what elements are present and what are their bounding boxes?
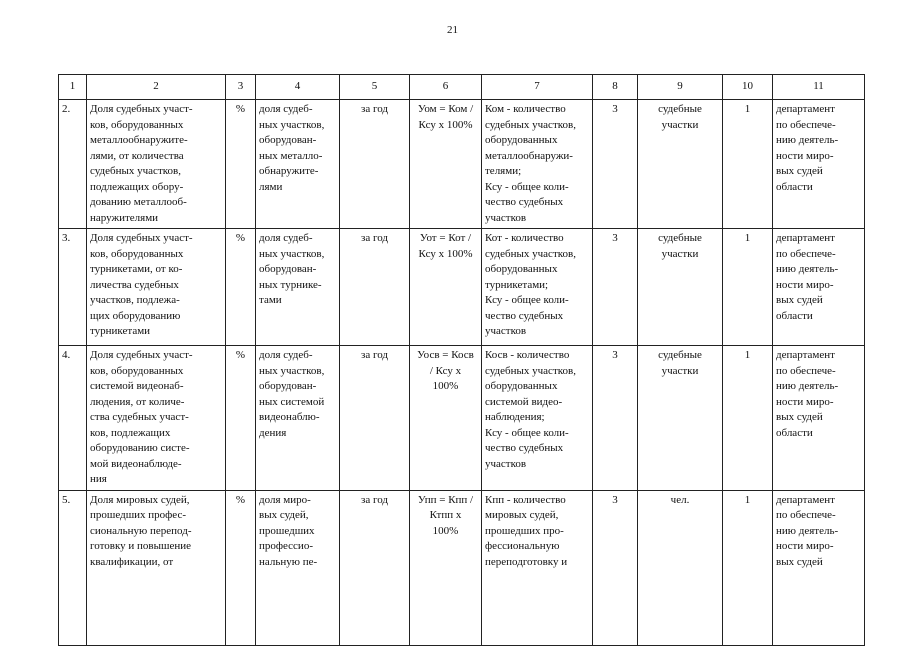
coverage: 1 xyxy=(723,229,773,346)
header-cell: 11 xyxy=(773,75,865,100)
object: судебные участки xyxy=(638,346,723,491)
variables: Ком - количество судебных участков, оборудованных металлообнаружи- телями; Ксу - общее коли- чество судебных участков xyxy=(482,100,593,229)
definition: доля миро- вых судей, прошедших профессио- нальную пе- xyxy=(256,490,340,645)
coverage: 1 xyxy=(723,346,773,491)
row-number: 3. xyxy=(59,229,87,346)
period: за год xyxy=(340,100,410,229)
responsible: департамент по обеспече- нию деятель- ности миро- вых судей области xyxy=(773,229,865,346)
indicator-name: Доля мировых судей, прошедших профес- сиональную перепод- готовку и повышение квалификации, от xyxy=(87,490,226,645)
row-number: 4. xyxy=(59,346,87,491)
unit: % xyxy=(226,100,256,229)
header-cell: 5 xyxy=(340,75,410,100)
header-cell: 2 xyxy=(87,75,226,100)
period: за год xyxy=(340,490,410,645)
indicator-name: Доля судебных участ- ков, оборудованных турникетами, от ко- личества судебных участков, подлежа- щих оборудованию турникетами xyxy=(87,229,226,346)
responsible: департамент по обеспече- нию деятель- ности миро- вых судей области xyxy=(773,100,865,229)
header-cell: 8 xyxy=(593,75,638,100)
table-header-row xyxy=(59,75,865,100)
header-cell: 9 xyxy=(638,75,723,100)
variables: Кпп - количество мировых судей, прошедших про- фессиональную переподготовку и xyxy=(482,490,593,645)
table-row xyxy=(59,346,865,491)
table-row xyxy=(59,490,865,645)
table-row xyxy=(59,229,865,346)
formula: Уосв = Косв / Ксу х 100% xyxy=(410,346,482,491)
object: чел. xyxy=(638,490,723,645)
formula: Уом = Ком / Ксу х 100% xyxy=(410,100,482,229)
row-number: 5. xyxy=(59,490,87,645)
header-cell: 1 xyxy=(59,75,87,100)
object: судебные участки xyxy=(638,100,723,229)
page-number: 21 xyxy=(447,24,458,36)
indicator-name: Доля судебных участ- ков, оборудованных системой видеонаб- людения, от количе- ства судебных участ- ков, подлежащих оборудованию систе- мой видеонаблюде- ния xyxy=(87,346,226,491)
header-cell: 3 xyxy=(226,75,256,100)
indicator-name: Доля судебных участ- ков, оборудованных металлообнаружите- лями, от количества судебных участков, подлежащих обору- дованию металлооб- наружителями xyxy=(87,100,226,229)
coverage: 1 xyxy=(723,490,773,645)
table-row xyxy=(59,100,865,229)
method: 3 xyxy=(593,100,638,229)
object: судебные участки xyxy=(638,229,723,346)
method: 3 xyxy=(593,229,638,346)
formula: Уот = Кот / Ксу х 100% xyxy=(410,229,482,346)
unit: % xyxy=(226,346,256,491)
unit: % xyxy=(226,229,256,346)
definition: доля судеб- ных участков, оборудован- ных системой видеонаблю- дения xyxy=(256,346,340,491)
header-cell: 7 xyxy=(482,75,593,100)
header-cell: 4 xyxy=(256,75,340,100)
unit: % xyxy=(226,490,256,645)
variables: Кот - количество судебных участков, оборудованных турникетами; Ксу - общее коли- чество судебных участков xyxy=(482,229,593,346)
method: 3 xyxy=(593,490,638,645)
variables: Косв - количество судебных участков, оборудованных системой видео- наблюдения; Ксу - общее коли- чество судебных участков xyxy=(482,346,593,491)
header-cell: 10 xyxy=(723,75,773,100)
period: за год xyxy=(340,346,410,491)
responsible: департамент по обеспече- нию деятель- ности миро- вых судей области xyxy=(773,346,865,491)
row-number: 2. xyxy=(59,100,87,229)
method: 3 xyxy=(593,346,638,491)
responsible: департамент по обеспече- нию деятель- ности миро- вых судей xyxy=(773,490,865,645)
definition: доля судеб- ных участков, оборудован- ных металло- обнаружите- лями xyxy=(256,100,340,229)
coverage: 1 xyxy=(723,100,773,229)
definition: доля судеб- ных участков, оборудован- ных турнике- тами xyxy=(256,229,340,346)
formula: Упп = Кпп / Ктпп х 100% xyxy=(410,490,482,645)
period: за год xyxy=(340,229,410,346)
indicators-table xyxy=(58,74,865,646)
header-cell: 6 xyxy=(410,75,482,100)
